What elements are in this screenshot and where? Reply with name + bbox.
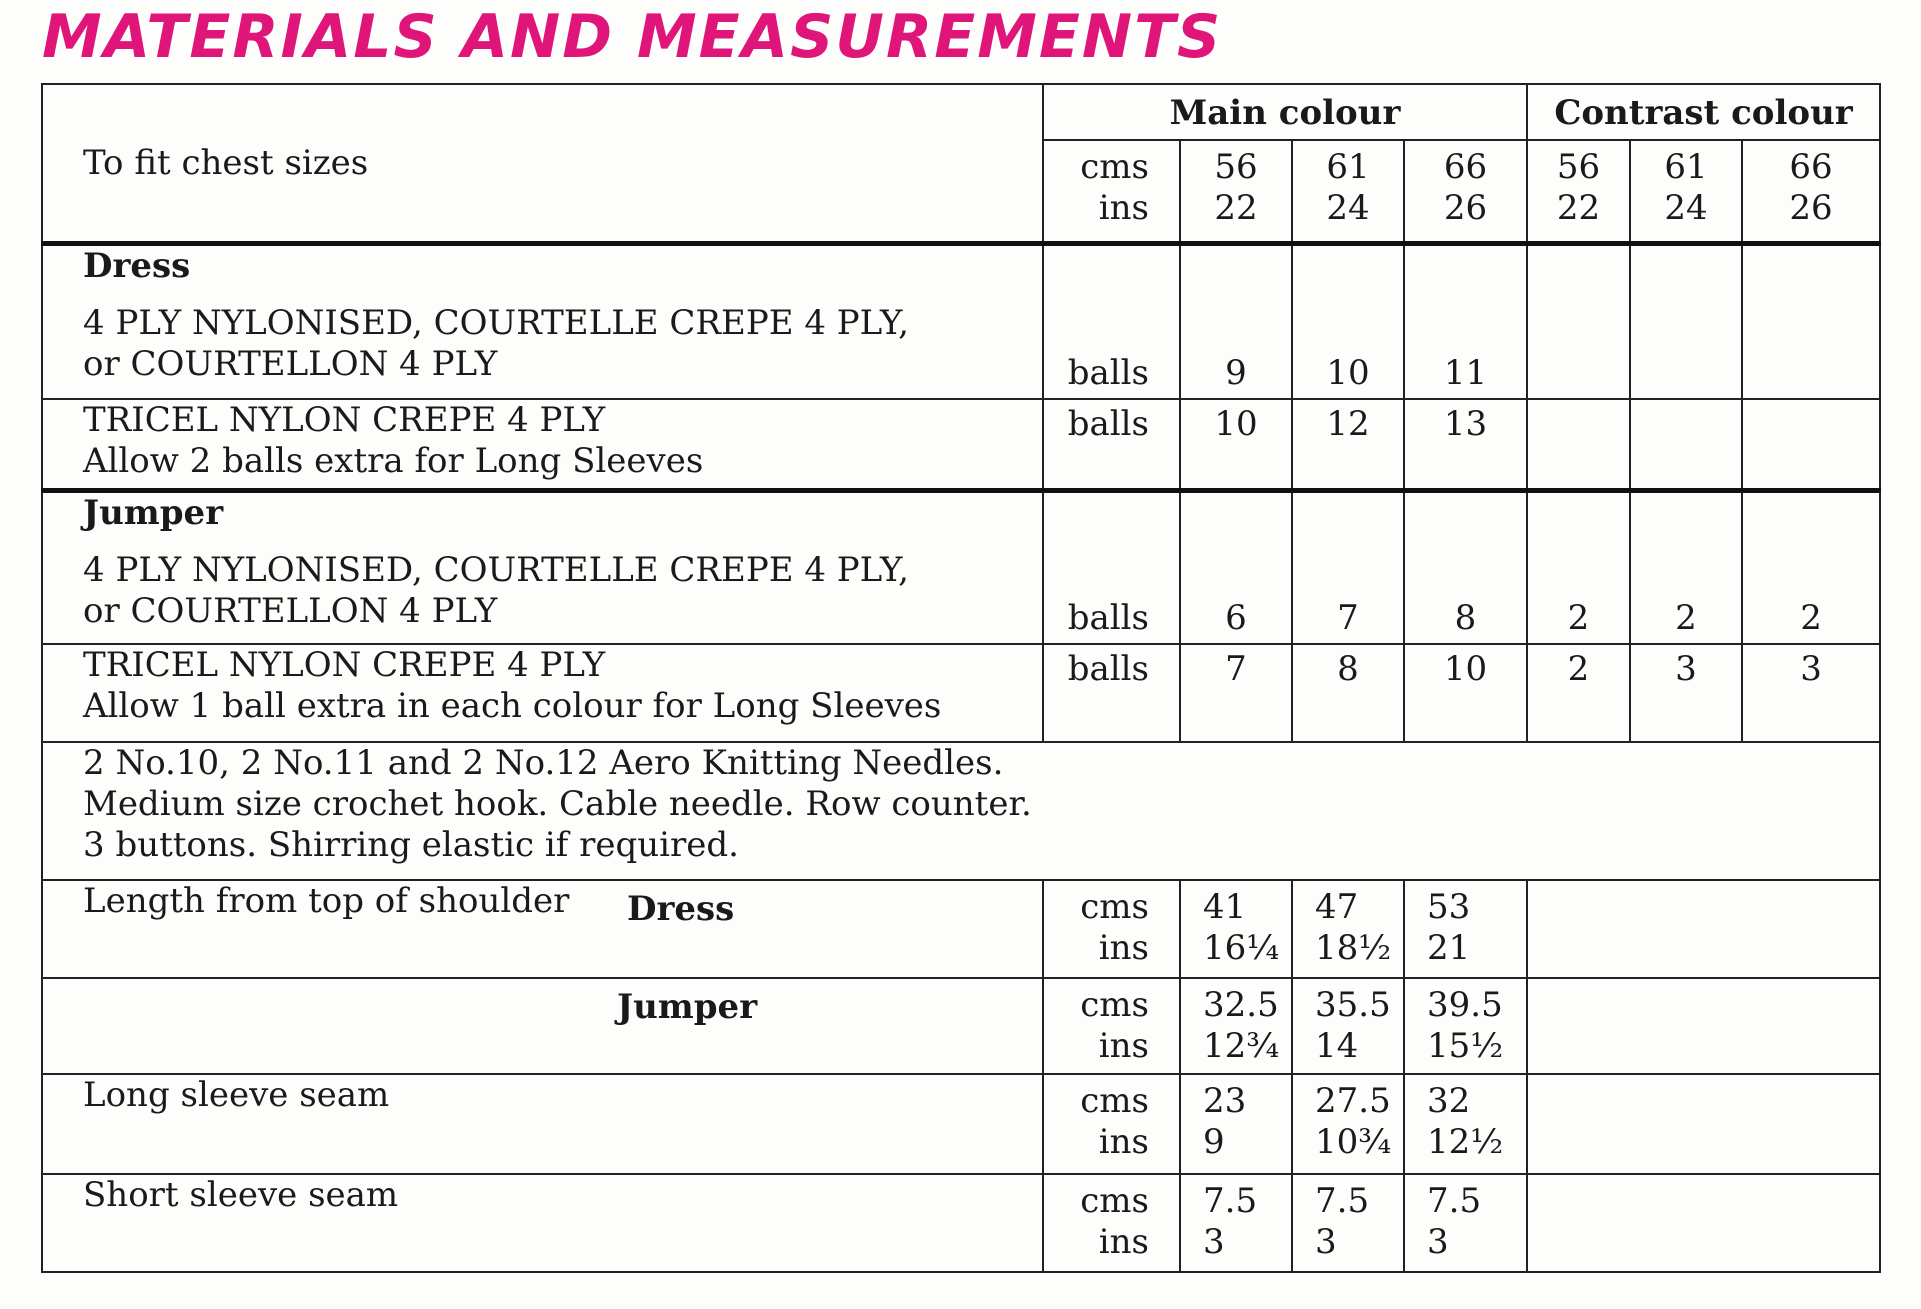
unit-cell: [1043, 978, 1180, 1074]
measure-cell: [1180, 880, 1292, 978]
size-cell: [1180, 140, 1292, 244]
measure-ins: 9: [1203, 1122, 1225, 1162]
jumper-heading: Jumper: [83, 493, 224, 533]
measure-cell: [1292, 978, 1404, 1074]
empty-cell: [1527, 244, 1630, 400]
measure-cms: 32.5: [1203, 985, 1279, 1025]
length-jumper-row: [42, 978, 1880, 1074]
short-sleeve-row: [42, 1174, 1880, 1272]
dress-heading: Dress: [83, 246, 191, 286]
measure-ins: 12½: [1427, 1122, 1504, 1162]
measure-cms: 23: [1203, 1081, 1247, 1121]
materials-table: [41, 83, 1881, 1273]
long-sleeve-label: Long sleeve seam: [83, 1075, 390, 1115]
measure-cms: 32: [1427, 1081, 1471, 1121]
measure-cms: 47: [1315, 887, 1359, 927]
size-ins: 22: [1556, 188, 1601, 228]
empty-cell: [1630, 399, 1742, 491]
value-cell: 8: [1292, 644, 1404, 742]
length-label: Length from top of shoulder: [83, 881, 570, 921]
measure-label-cell: [42, 978, 1043, 1074]
size-cell: [1527, 140, 1630, 244]
value-cell: 7: [1292, 491, 1404, 645]
unit-cms: cms: [1080, 985, 1149, 1025]
material-cell: [42, 244, 1043, 400]
unit-balls: balls: [1043, 644, 1180, 742]
size-cell: [1742, 140, 1880, 244]
material-line: 4 PLY NYLONISED, COURTELLE CREPE 4 PLY,: [83, 303, 909, 343]
measure-cms: 7.5: [1203, 1181, 1258, 1221]
unit-ins: ins: [1098, 1222, 1149, 1262]
size-ins: 22: [1214, 188, 1258, 228]
unit-cms: cms: [1080, 1181, 1149, 1221]
value-cell: 3: [1742, 644, 1880, 742]
measure-ins: 3: [1315, 1222, 1337, 1262]
size-ins: 26: [1789, 188, 1833, 228]
measure-cms: 7.5: [1315, 1181, 1370, 1221]
measure-cell: [1404, 880, 1527, 978]
unit-balls: balls: [1043, 244, 1180, 400]
jumper-row-tricel: [42, 644, 1880, 742]
size-ins: 24: [1664, 188, 1708, 228]
measure-ins: 14: [1315, 1026, 1359, 1066]
empty-cell: [1630, 244, 1742, 400]
measure-label-cell: [42, 1174, 1043, 1272]
value-cell: 12: [1292, 399, 1404, 491]
empty-cell: [1527, 399, 1630, 491]
material-line: TRICEL NYLON CREPE 4 PLY: [83, 645, 606, 685]
unit-balls: balls: [1043, 399, 1180, 491]
material-cell: [42, 399, 1043, 491]
empty-cell: [1742, 244, 1880, 400]
header-row-groups: [42, 84, 1880, 140]
material-line: or COURTELLON 4 PLY: [83, 344, 498, 384]
size-cms: 66: [1443, 147, 1488, 187]
material-note: Allow 2 balls extra for Long Sleeves: [83, 441, 704, 481]
measure-cms: 7.5: [1427, 1181, 1482, 1221]
value-cell: 6: [1180, 491, 1292, 645]
value-cell: 2: [1742, 491, 1880, 645]
main-colour-header: Main colour: [1043, 84, 1527, 140]
unit-ins: ins: [1098, 188, 1149, 228]
contrast-colour-header: Contrast colour: [1527, 84, 1880, 140]
extras-row: [42, 742, 1880, 880]
extras-line: Medium size crochet hook. Cable needle. Row counter.: [83, 784, 1032, 824]
size-cms: 56: [1556, 147, 1601, 187]
unit-ins: ins: [1098, 1122, 1149, 1162]
unit-cell: [1043, 880, 1180, 978]
value-cell: 2: [1527, 491, 1630, 645]
measure-cell: [1404, 1074, 1527, 1174]
measure-cms: 35.5: [1315, 985, 1391, 1025]
value-cell: 9: [1180, 244, 1292, 400]
measure-ins: 3: [1203, 1222, 1225, 1262]
unit-cell: [1043, 140, 1180, 244]
value-cell: 10: [1180, 399, 1292, 491]
chest-sizes-label: To fit chest sizes: [83, 142, 369, 183]
measure-ins: 12¾: [1203, 1026, 1280, 1066]
measure-label-cell: [42, 880, 1043, 978]
extras-line: 3 buttons. Shirring elastic if required.: [83, 825, 739, 865]
unit-ins: ins: [1098, 928, 1149, 968]
material-cell: [42, 644, 1043, 742]
size-cms: 61: [1664, 147, 1708, 187]
size-cms: 66: [1789, 147, 1833, 187]
dress-length-label: Dress: [627, 889, 735, 929]
unit-cms: cms: [1080, 887, 1149, 927]
size-cell: [1292, 140, 1404, 244]
chest-sizes-cell: [42, 84, 1043, 244]
value-cell: 3: [1630, 644, 1742, 742]
material-line: 4 PLY NYLONISED, COURTELLE CREPE 4 PLY,: [83, 550, 909, 590]
value-cell: 2: [1527, 644, 1630, 742]
measure-cms: 27.5: [1315, 1081, 1391, 1121]
material-line: or COURTELLON 4 PLY: [83, 591, 498, 631]
value-cell: 8: [1404, 491, 1527, 645]
value-cell: 13: [1404, 399, 1527, 491]
measure-cell: [1404, 978, 1527, 1074]
value-cell: 11: [1404, 244, 1527, 400]
unit-balls: balls: [1043, 491, 1180, 645]
measure-cell: [1292, 1074, 1404, 1174]
measure-ins: 3: [1427, 1222, 1449, 1262]
dress-row-nylonised: [42, 244, 1880, 400]
empty-cell: [1527, 880, 1880, 978]
material-cell: [42, 491, 1043, 645]
measure-cms: 39.5: [1427, 985, 1503, 1025]
size-cms: 61: [1326, 147, 1370, 187]
measure-cell: [1180, 978, 1292, 1074]
size-cms: 56: [1214, 147, 1258, 187]
size-ins: 26: [1443, 188, 1488, 228]
unit-cms: cms: [1080, 1081, 1149, 1121]
unit-cell: [1043, 1174, 1180, 1272]
measure-cell: [1404, 1174, 1527, 1272]
empty-cell: [1527, 978, 1880, 1074]
material-line: TRICEL NYLON CREPE 4 PLY: [83, 400, 606, 440]
unit-cell: [1043, 1074, 1180, 1174]
long-sleeve-row: [42, 1074, 1880, 1174]
value-cell: 7: [1180, 644, 1292, 742]
measure-ins: 16¼: [1203, 928, 1280, 968]
short-sleeve-label: Short sleeve seam: [83, 1175, 399, 1215]
empty-cell: [1742, 399, 1880, 491]
measure-ins: 10¾: [1315, 1122, 1392, 1162]
size-cell: [1404, 140, 1527, 244]
size-cell: [1630, 140, 1742, 244]
measure-label-cell: [42, 1074, 1043, 1174]
length-dress-row: [42, 880, 1880, 978]
measure-ins: 21: [1427, 928, 1471, 968]
measure-cms: 41: [1203, 887, 1247, 927]
extras-line: 2 No.10, 2 No.11 and 2 No.12 Aero Knitting Needles.: [83, 743, 1004, 783]
unit-cms: cms: [1080, 147, 1149, 187]
value-cell: 10: [1404, 644, 1527, 742]
measure-cell: [1180, 1174, 1292, 1272]
dress-row-tricel: [42, 399, 1880, 491]
measure-cms: 53: [1427, 887, 1471, 927]
page-title: MATERIALS AND MEASUREMENTS: [42, 2, 1223, 72]
jumper-length-label: Jumper: [617, 987, 758, 1027]
jumper-row-nylonised: [42, 491, 1880, 645]
size-ins: 24: [1326, 188, 1370, 228]
extras-cell: [42, 742, 1880, 880]
empty-cell: [1527, 1174, 1880, 1272]
value-cell: 2: [1630, 491, 1742, 645]
unit-ins: ins: [1098, 1026, 1149, 1066]
value-cell: 10: [1292, 244, 1404, 400]
measure-cell: [1292, 1174, 1404, 1272]
measure-ins: 15½: [1427, 1026, 1504, 1066]
measure-cell: [1292, 880, 1404, 978]
material-note: Allow 1 ball extra in each colour for Long Sleeves: [83, 686, 942, 726]
empty-cell: [1527, 1074, 1880, 1174]
measure-cell: [1180, 1074, 1292, 1174]
measure-ins: 18½: [1315, 928, 1392, 968]
